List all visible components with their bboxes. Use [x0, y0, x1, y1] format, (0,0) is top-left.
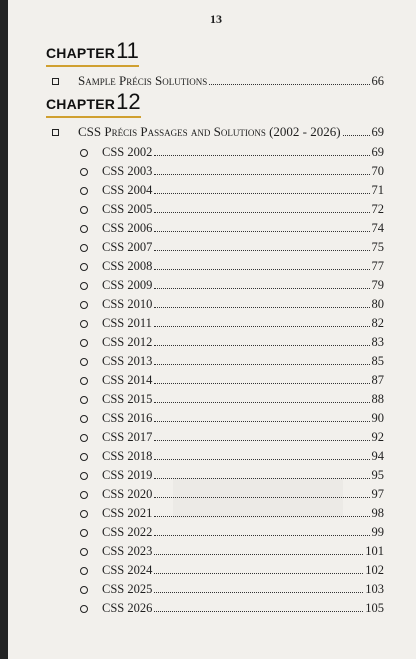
- chapter-12-heading: [46, 89, 141, 118]
- item-page: 95: [371, 468, 384, 482]
- item-page: 82: [371, 316, 384, 330]
- item-label: CSS 2024: [102, 563, 153, 577]
- leader-dots: [154, 610, 363, 612]
- leader-dots: [154, 382, 369, 384]
- item-label: CSS 2019: [102, 468, 153, 482]
- item-page: 77: [371, 259, 384, 273]
- leader-dots: [154, 363, 369, 365]
- bullet-circle-icon: [80, 529, 88, 537]
- bullet-circle-icon: [80, 244, 88, 252]
- item-label: CSS 2003: [102, 164, 153, 178]
- leader-dots: [154, 306, 369, 308]
- toc-item-css-2021[interactable]: [102, 506, 384, 520]
- leader-dots: [154, 591, 363, 593]
- item-page: 90: [371, 411, 384, 425]
- item-page: 75: [371, 240, 384, 254]
- bullet-circle-icon: [80, 453, 88, 461]
- leader-dots: [154, 211, 369, 213]
- item-page: 72: [371, 202, 384, 216]
- bullet-circle-icon: [80, 225, 88, 233]
- toc-item-css-2005[interactable]: [102, 202, 384, 216]
- item-label: CSS 2012: [102, 335, 153, 349]
- bullet-circle-icon: [80, 434, 88, 442]
- item-page: 83: [371, 335, 384, 349]
- bullet-circle-icon: [80, 301, 88, 309]
- item-label: CSS 2023: [102, 544, 153, 558]
- leader-dots: [154, 230, 369, 232]
- leader-dots: [154, 553, 363, 555]
- chapter-12-word: CHAPTER: [46, 96, 116, 112]
- item-label: CSS 2006: [102, 221, 153, 235]
- item-page: 94: [371, 449, 384, 463]
- item-label: CSS 2002: [102, 145, 153, 159]
- toc-item-css-2026[interactable]: [102, 601, 384, 615]
- toc-item-css-2010[interactable]: [102, 297, 384, 311]
- entry-page: 66: [371, 74, 384, 88]
- toc-item-css-2011[interactable]: [102, 316, 384, 330]
- toc-item-css-2019[interactable]: [102, 468, 384, 482]
- bullet-circle-icon: [80, 396, 88, 404]
- toc-entry-chapter-12[interactable]: [78, 125, 384, 139]
- bullet-circle-icon: [80, 605, 88, 613]
- toc-item-css-2007[interactable]: [102, 240, 384, 254]
- item-page: 103: [365, 582, 384, 596]
- item-label: CSS 2011: [102, 316, 152, 330]
- item-label: CSS 2008: [102, 259, 153, 273]
- leader-dots: [154, 572, 363, 574]
- item-label: CSS 2016: [102, 411, 153, 425]
- item-page: 98: [371, 506, 384, 520]
- leader-dots: [154, 477, 369, 479]
- leader-dots: [154, 420, 369, 422]
- item-label: CSS 2014: [102, 373, 153, 387]
- bullet-circle-icon: [80, 282, 88, 290]
- item-page: 79: [371, 278, 384, 292]
- leader-dots: [154, 401, 369, 403]
- bullet-circle-icon: [80, 415, 88, 423]
- item-page: 80: [371, 297, 384, 311]
- item-label: CSS 2009: [102, 278, 153, 292]
- item-page: 71: [371, 183, 384, 197]
- entry-label: CSS Précis Passages and Solutions (2002 - 2026): [78, 124, 341, 139]
- entry-page: 69: [371, 125, 384, 139]
- chapter-11-word: CHAPTER: [46, 45, 116, 61]
- item-page: 70: [371, 164, 384, 178]
- bullet-circle-icon: [80, 472, 88, 480]
- leader-dots: [154, 268, 369, 270]
- leader-dots: [154, 439, 369, 441]
- item-page: 105: [365, 601, 384, 615]
- item-label: CSS 2025: [102, 582, 153, 596]
- toc-item-css-2004[interactable]: [102, 183, 384, 197]
- leader-dots: [343, 134, 370, 136]
- item-page: 92: [371, 430, 384, 444]
- bullet-circle-icon: [80, 149, 88, 157]
- bullet-circle-icon: [80, 510, 88, 518]
- leader-dots: [154, 173, 369, 175]
- leader-dots: [154, 534, 369, 536]
- leader-dots: [154, 458, 369, 460]
- bullet-circle-icon: [80, 206, 88, 214]
- item-label: CSS 2020: [102, 487, 153, 501]
- checkbox-icon: [52, 78, 59, 85]
- checkbox-icon: [52, 129, 59, 136]
- chapter-11-heading: [46, 38, 139, 67]
- leader-dots: [154, 154, 369, 156]
- bullet-circle-icon: [80, 548, 88, 556]
- item-page: 85: [371, 354, 384, 368]
- item-page: 97: [371, 487, 384, 501]
- toc-item-css-2016[interactable]: [102, 411, 384, 425]
- leader-dots: [154, 515, 369, 517]
- toc-item-css-2024[interactable]: [102, 563, 384, 577]
- item-label: CSS 2015: [102, 392, 153, 406]
- toc-item-css-2017[interactable]: [102, 430, 384, 444]
- toc-entry-chapter-11[interactable]: [78, 74, 384, 88]
- leader-dots: [154, 325, 370, 327]
- toc-item-css-2022[interactable]: [102, 525, 384, 539]
- toc-item-css-2013[interactable]: [102, 354, 384, 368]
- item-page: 88: [371, 392, 384, 406]
- bullet-circle-icon: [80, 358, 88, 366]
- bullet-circle-icon: [80, 339, 88, 347]
- item-label: CSS 2004: [102, 183, 153, 197]
- item-page: 74: [371, 221, 384, 235]
- toc-item-css-2009[interactable]: [102, 278, 384, 292]
- item-label: CSS 2005: [102, 202, 153, 216]
- bullet-circle-icon: [80, 567, 88, 575]
- item-label: CSS 2022: [102, 525, 153, 539]
- item-label: CSS 2017: [102, 430, 153, 444]
- item-label: CSS 2013: [102, 354, 153, 368]
- chapter-11-number: 11: [116, 38, 139, 63]
- toc-item-css-2025[interactable]: [102, 582, 384, 596]
- toc-item-css-2002[interactable]: [102, 145, 384, 159]
- item-page: 69: [371, 145, 384, 159]
- leader-dots: [209, 83, 369, 85]
- toc-item-css-2008[interactable]: [102, 259, 384, 273]
- entry-label: Sample Précis Solutions: [78, 73, 208, 88]
- toc-item-css-2018[interactable]: [102, 449, 384, 463]
- toc-item-css-2023[interactable]: [102, 544, 384, 558]
- chapter-12-number: 12: [116, 89, 141, 114]
- leader-dots: [154, 344, 369, 346]
- item-page: 87: [371, 373, 384, 387]
- toc-item-css-2020[interactable]: [102, 487, 384, 501]
- toc-item-css-2006[interactable]: [102, 221, 384, 235]
- toc-item-css-2015[interactable]: [102, 392, 384, 406]
- item-label: CSS 2007: [102, 240, 153, 254]
- item-page: 99: [371, 525, 384, 539]
- item-page: 101: [365, 544, 384, 558]
- bullet-circle-icon: [80, 377, 88, 385]
- bullet-circle-icon: [80, 187, 88, 195]
- leader-dots: [154, 496, 369, 498]
- item-label: CSS 2018: [102, 449, 153, 463]
- bullet-circle-icon: [80, 263, 88, 271]
- item-label: CSS 2026: [102, 601, 153, 615]
- bullet-circle-icon: [80, 586, 88, 594]
- bullet-circle-icon: [80, 168, 88, 176]
- bullet-circle-icon: [80, 491, 88, 499]
- toc-item-css-2012[interactable]: [102, 335, 384, 349]
- page-number: 13: [210, 12, 222, 26]
- item-label: CSS 2021: [102, 506, 153, 520]
- item-page: 102: [365, 563, 384, 577]
- toc-item-css-2014[interactable]: [102, 373, 384, 387]
- leader-dots: [154, 287, 369, 289]
- item-label: CSS 2010: [102, 297, 153, 311]
- leader-dots: [154, 249, 369, 251]
- leader-dots: [154, 192, 369, 194]
- toc-item-css-2003[interactable]: [102, 164, 384, 178]
- bullet-circle-icon: [80, 320, 88, 328]
